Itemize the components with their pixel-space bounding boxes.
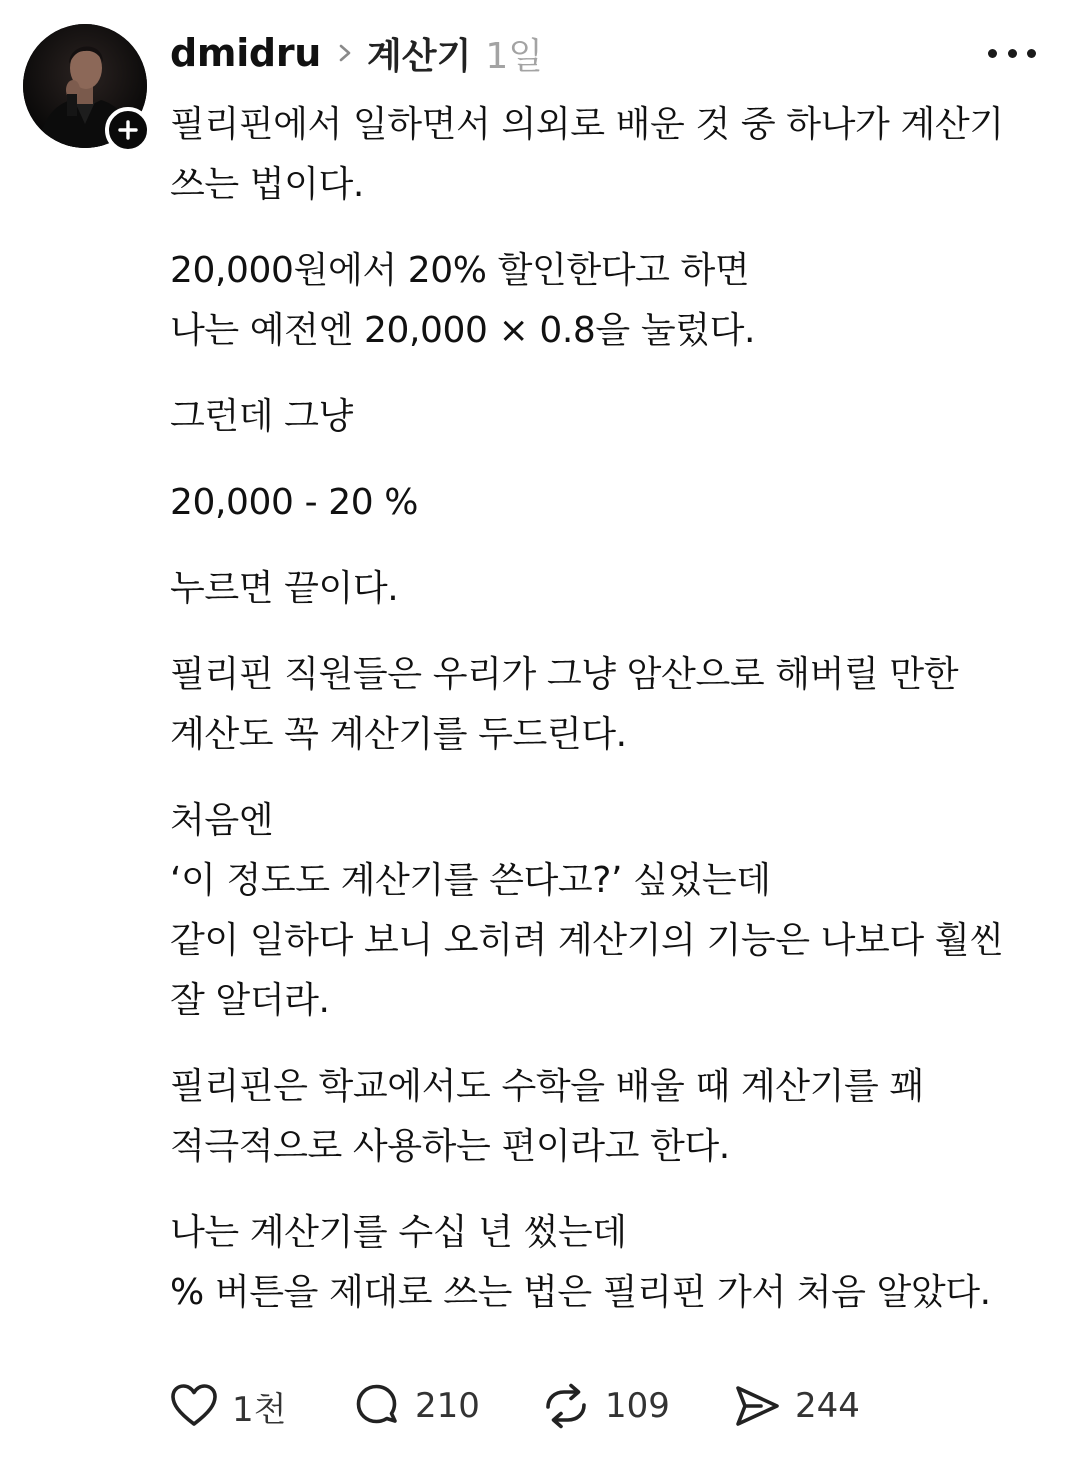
post-text-line: 쓰는 법이다.: [170, 164, 364, 205]
post-paragraph: [170, 473, 1050, 533]
share-count: 244: [795, 1386, 860, 1426]
post-paragraph: [170, 241, 1050, 361]
post-header: [170, 26, 543, 80]
heart-icon: [168, 1380, 220, 1432]
more-dot: [1008, 49, 1017, 58]
chevron-right-icon: [337, 42, 353, 64]
topic-tag[interactable]: 계산기: [367, 35, 472, 77]
plus-icon: [117, 119, 139, 141]
post-text-line: 나는 예전엔 20,000 × 0.8을 눌렀다.: [170, 310, 756, 351]
post-text-line: 필리핀 직원들은 우리가 그냥 암산으로 해버릴 만한: [170, 654, 959, 695]
post-text-line: 같이 일하다 보니 오히려 계산기의 기능은 나보다 훨씬: [170, 920, 1004, 961]
post-paragraph: [170, 791, 1050, 1031]
post-text-line: 그런데 그냥: [170, 396, 353, 437]
post-text-line: 필리핀에서 일하면서 의외로 배운 것 중 하나가 계산기: [170, 104, 1004, 145]
comment-bubble-icon: [351, 1380, 403, 1432]
post-text-line: 계산도 꼭 계산기를 두드린다.: [170, 714, 627, 755]
share-button[interactable]: [731, 1380, 860, 1432]
post-body: [170, 95, 1050, 1349]
post-text-line: 나는 계산기를 수십 년 썼는데: [170, 1212, 627, 1253]
post-text-line: 20,000 - 20 %: [170, 482, 419, 523]
reply-button[interactable]: [351, 1380, 539, 1432]
send-icon: [731, 1380, 783, 1432]
avatar-container: [23, 24, 147, 148]
post-text-line: 처음엔: [170, 800, 274, 841]
username[interactable]: dmidru: [170, 31, 322, 75]
more-dot: [1027, 49, 1036, 58]
post-text-line: % 버튼을 제대로 쓰는 법은 필리핀 가서 처음 알았다.: [170, 1272, 991, 1313]
repost-count: 109: [605, 1386, 670, 1426]
more-horizontal-icon: [988, 49, 997, 58]
repost-icon: [539, 1380, 593, 1432]
repost-button[interactable]: [539, 1380, 731, 1432]
post-paragraph: [170, 1057, 1050, 1177]
post-text-line: 20,000원에서 20% 할인한다고 하면: [170, 250, 750, 291]
more-options-button[interactable]: [988, 38, 1036, 68]
post-time: 1일: [485, 35, 544, 77]
like-button[interactable]: [168, 1380, 351, 1432]
reply-count: 210: [415, 1386, 480, 1426]
post-text-line: 필리핀은 학교에서도 수학을 배울 때 계산기를 꽤: [170, 1066, 924, 1107]
post-paragraph: [170, 95, 1050, 215]
post-paragraph: [170, 645, 1050, 765]
post-paragraph: [170, 559, 1050, 619]
post-text-line: 누르면 끝이다.: [170, 568, 399, 609]
action-bar: [168, 1378, 860, 1434]
post-text-line: 적극적으로 사용하는 편이라고 한다.: [170, 1126, 730, 1167]
follow-button[interactable]: [105, 107, 151, 153]
post-paragraph: [170, 1203, 1050, 1323]
post-text-line: 잘 알더라.: [170, 980, 330, 1021]
post-text-line: ‘이 정도도 계산기를 쓴다고?’ 싶었는데: [170, 860, 771, 901]
like-count: 1천: [232, 1389, 287, 1430]
post-paragraph: [170, 387, 1050, 447]
